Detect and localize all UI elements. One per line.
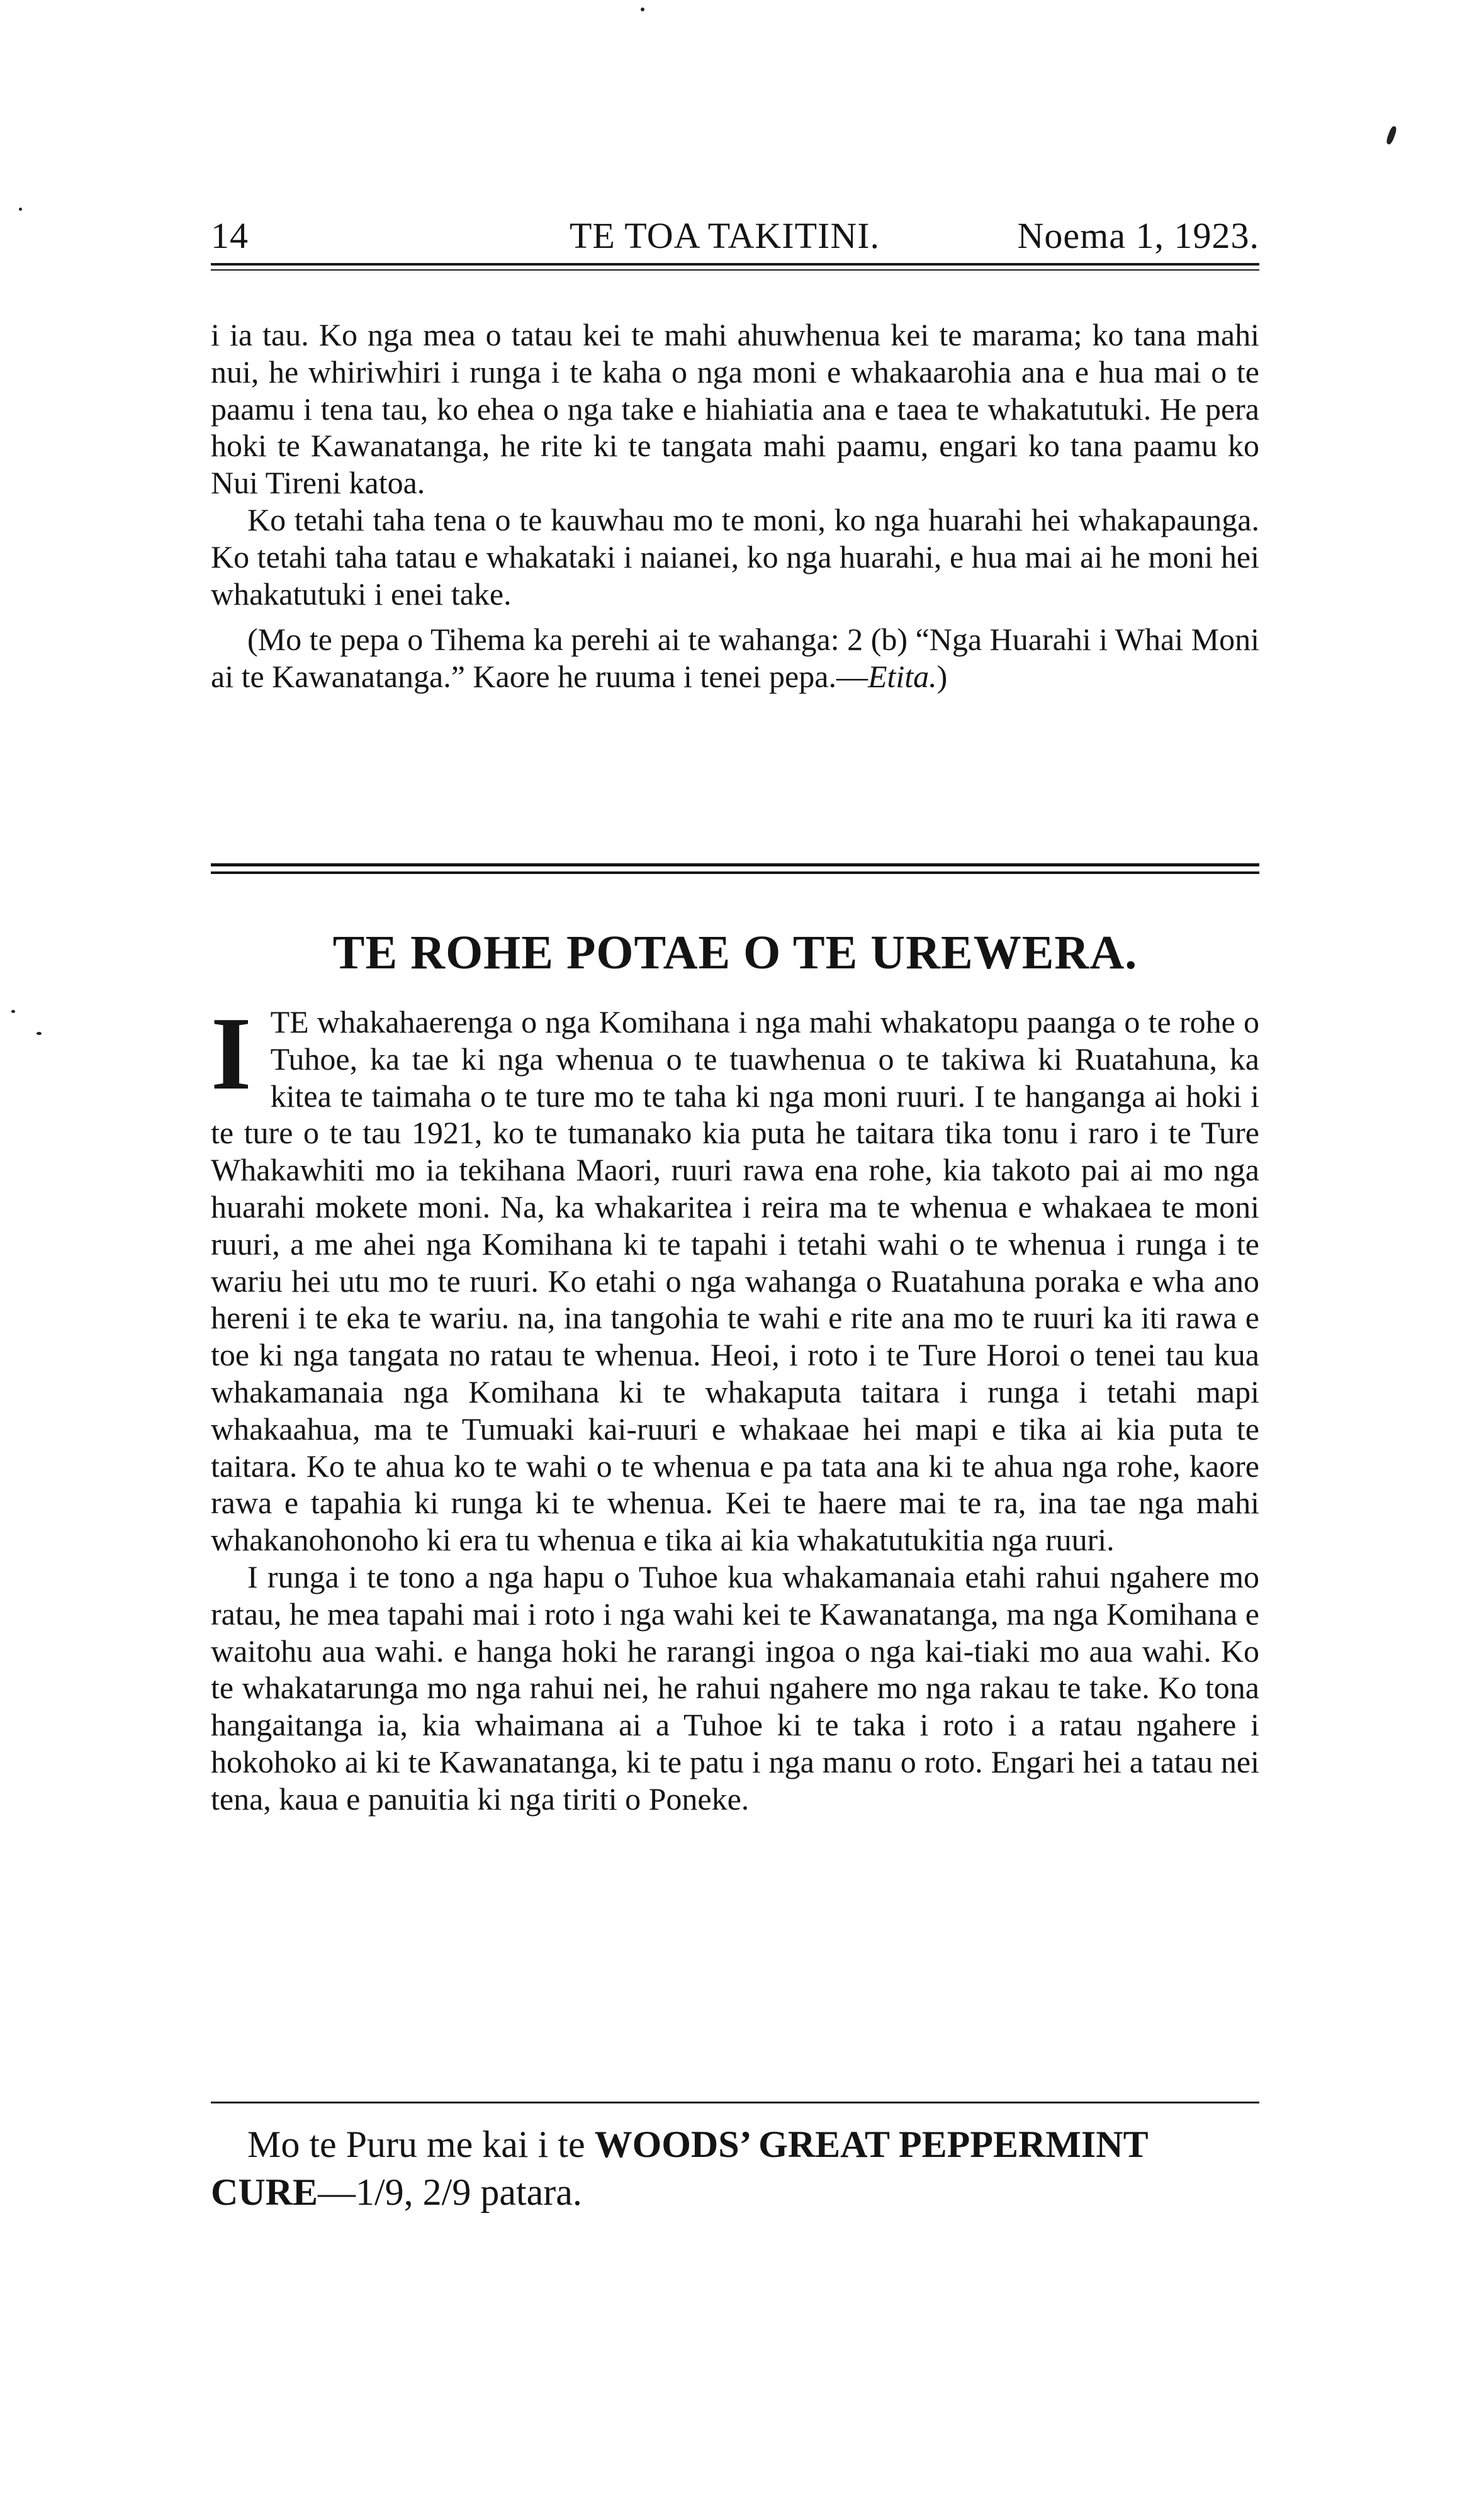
section-divider: [211, 871, 1259, 874]
advert-product: CURE: [211, 2171, 318, 2213]
advert-price: —1/9, 2/9 patara.: [318, 2171, 582, 2213]
editor-note-text: (Mo te pepa o Tihema ka perehi ai te wahanga: 2 (b) “Nga Huarahi i Whai Moni ai te Kawanatanga.” Kaore he ruuma i tenei pepa.—: [211, 622, 1259, 695]
page-number: 14: [211, 215, 249, 256]
header-rule: [211, 263, 1259, 266]
advert-divider: [211, 2102, 1259, 2103]
continued-text: [211, 316, 1259, 695]
advertisement: [211, 2120, 1259, 2216]
issue-date: Noema 1, 1923.: [1017, 215, 1259, 256]
editor-signature: Etita.: [867, 659, 937, 695]
paragraph-text: TE whakahaerenga o nga Komihana i nga mahi whakatopu paanga o te rohe o Tuhoe, ka tae ki nga whenua o te tuawhenua o te takiwa ki Ruatahuna, ka kitea te taimaha o te ture mo te taha ki nga moni ruuri. I te hanganga ai hoki i te ture o te tau 1921, ko te tumanako kia puta he taitara tika tonu i raro i te Ture Whakawhiti mo ia tekihana Maori, ruuri rawa ena rohe, kia takoto pai ai mo nga huarahi mokete moni. Na, ka whakaritea i reira ma te whenua e whakaea te moni ruuri, a me ahei nga Komihana ki te tapahi i tetahi wahi o te whenua i runga i te wariu hei utu mo te ruuri. Ko etahi o nga wahanga o Ruatahuna poraka e wha ano hereni i te eka te wariu. na, ina tangohia te wahi e rite ana mo te ruuri ka iti rawa e toe ki nga tangata no ratau te whenua. Heoi, i roto i te Ture Horoi o tenei tau kua whakamanaia nga Komihana ki te whakaputa taitara i runga i tetahi mapi whakaahua, ma te Tumuaki kai-ruuri e whakaae hei mapi e tika ai kia puta te taitara. Ko te ahua ko te wahi o te whenua e pa tata ana ki te ahua nga rohe, kaore rawa e tapahia ki runga ki te whenua. Kei te haere mai te ra, ina tae nga mahi whakanohonoho ki era tu whenua e tika ai kia whakatutukitia nga ruuri.: [211, 1004, 1259, 1558]
print-speck: [37, 1032, 42, 1035]
drop-cap: I: [211, 995, 252, 1111]
print-speck: [19, 208, 22, 211]
editor-note: [211, 621, 1259, 695]
advert-product: WOODS’ GREAT PEPPERMINT: [594, 2124, 1149, 2165]
publication-title: TE TOA TAKITINI.: [570, 215, 880, 256]
advert-line: [211, 2120, 1259, 2168]
advert-line: [211, 2168, 1259, 2216]
header-rule: [211, 269, 1259, 271]
paragraph: i ia tau. Ko nga mea o tatau kei te mahi ahuwhenua kei te marama; ko tana mahi nui, he whiriwhiri i runga i te kaha o nga moni e whakaarohia ana e hua mai o te paamu i tena tau, ko ehea o nga take e hiahiatia ana e taea te whakatutuki. He pera hoki te Kawanatanga, he rite ki te tangata mahi paamu, engari ko tana paamu ko Nui Tireni katoa.: [211, 317, 1259, 501]
page-header: [211, 211, 1259, 261]
print-speck: [1385, 125, 1398, 145]
paragraph: [211, 995, 1259, 1559]
paragraph: I runga i te tono a nga hapu o Tuhoe kua whakamanaia etahi rahui ngahere mo ratau, he mea tapahi mai i roto i nga wahi kei te Kawanatanga, ma nga Komihana e waitohu aua wahi. e hanga hoki he rarangi ingoa o nga kai-tiaki mo aua wahi. Ko te whakatarunga mo nga rahui nei, he rahui ngahere mo nga rakau te take. Ko tona hangaitanga ia, kia whaimana ai a Tuhoe ki te taka i roto i a ratau ngahere i hokohoko ai ki te Kawanatanga, ki te patu i nga manu o roto. Engari hei a tatau nei tena, kaua e panuitia ki nga tiriti o Poneke.: [211, 1559, 1259, 1817]
article-heading: TE ROHE POTAE O TE UREWERA.: [332, 926, 1138, 979]
section-divider: [211, 863, 1259, 866]
print-speck: [11, 1010, 15, 1013]
print-speck: [641, 8, 644, 11]
advert-text: Mo te Puru me kai i te: [247, 2124, 595, 2165]
paragraph: Ko tetahi taha tena o te kauwhau mo te moni, ko nga huarahi hei whakapaunga. Ko tetahi taha tatau e whakataki i naianei, ko nga huarahi, e hua mai ai he moni hei whakatutuki i enei take.: [211, 501, 1259, 612]
editor-note-close: ): [936, 659, 948, 695]
article-body: [211, 995, 1259, 1818]
